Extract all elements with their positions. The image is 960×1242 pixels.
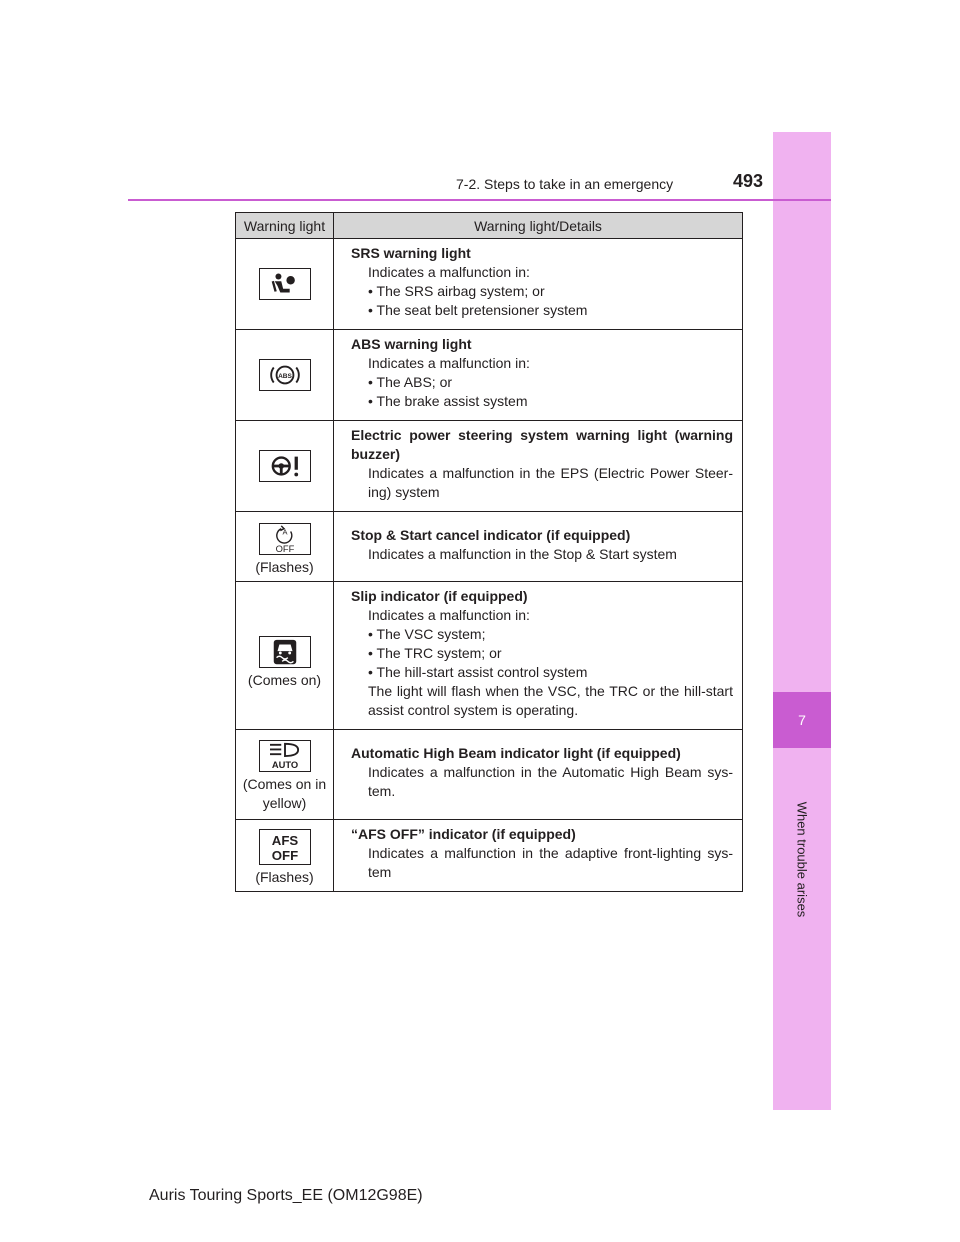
row-caption: (Flashes) [255,868,314,885]
row-caption: (Comes on) [247,671,322,688]
row-bullet: • The SRS airbag system; or [368,283,545,299]
row-title: SRS warning light [351,245,471,261]
table-row [236,512,743,582]
table-header-row [236,213,743,239]
row-intro: Indicates a malfunction in the adaptive front-lighting sys-tem [368,845,733,880]
warning-light-table [235,212,743,892]
row-bullet: • The hill-start assist control system [368,664,588,680]
header-rule [128,199,831,201]
srs-airbag-icon [259,268,311,300]
column-header-details: Warning light/Details [334,213,743,239]
abs-icon [259,359,311,391]
afs-icon-text: AFS [271,832,298,848]
row-title: ABS warning light [351,336,472,352]
row-title: Stop & Start cancel indicator (if equipped) [351,526,631,543]
table-row [236,820,743,892]
row-title: Electric power steering system warning light (warning buzzer) [351,427,733,462]
stop-start-off-icon [259,523,311,555]
afs-off-icon-text: OFF [271,847,298,863]
row-note: The light will flash when the VSC, the TRC or the hill-start assist control system is operating. [368,683,733,718]
off-icon-text: OFF [275,543,294,554]
row-intro: Indicates a malfunction in the Automatic High Beam sys-tem. [368,764,733,799]
row-bullet: • The VSC system; [368,626,486,642]
footer-text: Auris Touring Sports_EE (OM12G98E) [149,1187,423,1204]
table-row [236,730,743,820]
row-intro: Indicates a malfunction in: [368,264,530,280]
slip-indicator-icon [259,636,311,668]
auto-high-beam-icon [259,740,311,772]
column-header-warning-light: Warning light [236,213,334,239]
row-title: “AFS OFF” indicator (if equipped) [351,826,576,842]
eps-warning-icon [259,450,311,482]
abs-icon-text: ABS [277,372,292,380]
row-title: Automatic High Beam indicator light (if equipped) [351,745,681,761]
row-intro: Indicates a malfunction in the Stop & Start system [368,545,677,562]
row-caption: (Comes on in yellow) [242,776,327,811]
chapter-number: 7 [773,692,831,748]
table-row [236,421,743,512]
side-tab [773,132,831,1110]
row-intro: Indicates a malfunction in: [368,355,530,371]
table-row [236,582,743,730]
table-row [236,239,743,330]
page-number: 493 [733,171,764,191]
row-title: Slip indicator (if equipped) [351,588,528,604]
row-intro: Indicates a malfunction in: [368,607,530,623]
row-intro: Indicates a malfunction in the EPS (Electric Power Steer-ing) system [368,465,733,500]
chapter-label: When trouble arises [794,801,810,918]
row-bullet: • The seat belt pretensioner system [368,302,588,318]
svg-text:A: A [281,526,288,536]
auto-icon-text: AUTO [271,760,298,771]
row-caption: (Flashes) [255,558,314,575]
section-title: 7-2. Steps to take in an emergency [456,176,674,192]
row-bullet: • The ABS; or [368,374,453,390]
table-row [236,330,743,421]
afs-off-icon [259,829,311,865]
row-bullet: • The TRC system; or [368,645,502,661]
row-bullet: • The brake assist system [368,393,528,409]
